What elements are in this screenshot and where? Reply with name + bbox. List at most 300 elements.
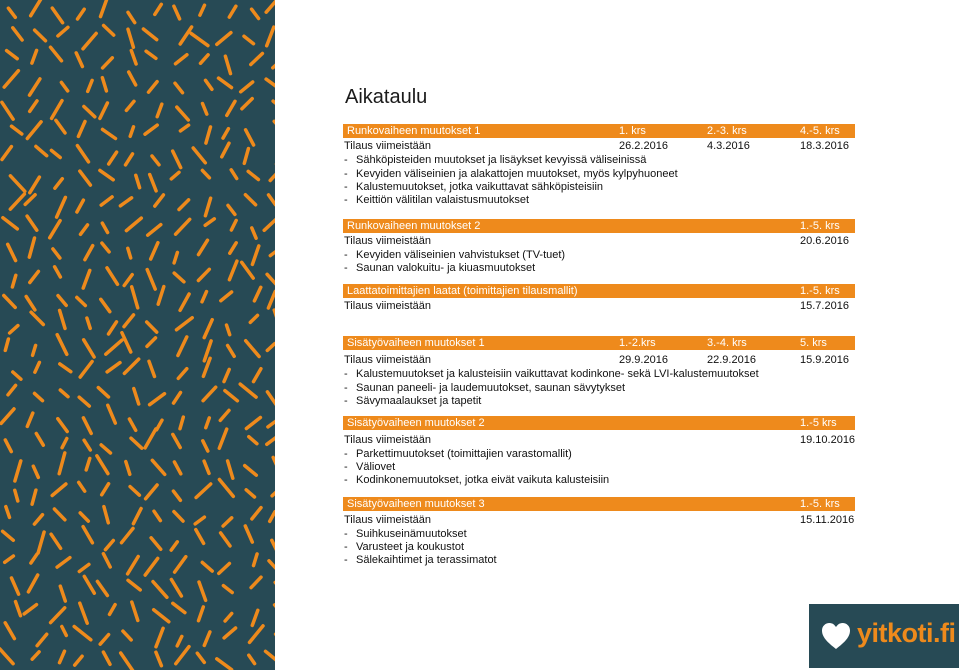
pattern-dash	[12, 275, 15, 287]
decorative-pattern-panel	[0, 0, 275, 670]
pattern-dash	[15, 461, 21, 481]
pattern-dash	[177, 318, 193, 330]
order-deadline-row	[343, 299, 855, 313]
pattern-dash	[102, 243, 109, 252]
pattern-dash	[83, 418, 91, 434]
pattern-dash	[132, 287, 138, 308]
pattern-dash	[150, 175, 156, 191]
pattern-dash	[195, 517, 204, 524]
pattern-dash	[248, 171, 258, 179]
pattern-dash	[206, 80, 212, 89]
pattern-dash	[197, 653, 204, 662]
pattern-dash	[200, 5, 205, 15]
order-label: Tilaus viimeistään	[344, 140, 432, 152]
pattern-dash	[58, 419, 67, 432]
pattern-dash	[204, 461, 209, 473]
pattern-dash	[204, 320, 212, 338]
pattern-dash	[101, 0, 108, 17]
pattern-dash	[30, 79, 40, 95]
pattern-dash	[250, 315, 257, 322]
pattern-dash	[221, 292, 232, 301]
pattern-dash	[78, 122, 85, 137]
pattern-dash	[79, 397, 89, 406]
pattern-dash	[59, 453, 65, 474]
pattern-dash	[148, 225, 161, 236]
pattern-dash	[30, 177, 40, 193]
pattern-dash	[52, 101, 62, 119]
pattern-dash	[102, 484, 109, 495]
pattern-dash	[174, 273, 184, 282]
section-header	[343, 284, 855, 298]
pattern-dash	[128, 248, 131, 258]
pattern-dash	[219, 429, 226, 448]
pattern-dash	[58, 27, 68, 36]
column-label: 2.-3. krs	[707, 125, 747, 137]
pattern-dash	[249, 655, 255, 663]
pattern-dash	[152, 156, 159, 165]
pattern-dash	[0, 649, 13, 664]
pattern-dash	[267, 27, 274, 46]
pattern-dash	[266, 651, 276, 663]
order-label: Tilaus viimeistään	[344, 235, 432, 247]
pattern-dash	[176, 647, 189, 664]
pattern-dash	[270, 243, 275, 256]
order-date: 15.9.2016	[800, 354, 849, 366]
pattern-dash	[264, 217, 275, 231]
pattern-dash	[222, 143, 229, 157]
pattern-dash	[191, 33, 208, 45]
section-label: Sisätyövaiheen muutokset 1	[347, 337, 485, 349]
pattern-dash	[62, 627, 67, 636]
pattern-dash	[102, 223, 107, 232]
pattern-dash	[131, 438, 142, 448]
pattern-dash	[202, 292, 207, 302]
pattern-dash	[126, 218, 141, 231]
pattern-dash	[79, 564, 89, 571]
pattern-dash	[174, 393, 181, 404]
pattern-dash	[50, 221, 60, 238]
pattern-dash	[122, 333, 131, 352]
pattern-dash	[173, 491, 180, 500]
pattern-dash	[80, 362, 92, 378]
pattern-dash	[178, 337, 187, 356]
pattern-dash	[273, 101, 275, 114]
pattern-dash	[32, 50, 37, 63]
pattern-dash	[75, 656, 82, 665]
pattern-dash	[31, 312, 43, 324]
pattern-dash	[12, 126, 22, 134]
pattern-dash	[272, 485, 275, 496]
pattern-dash	[174, 252, 177, 263]
pattern-dash	[81, 225, 88, 234]
pattern-dash	[267, 344, 275, 351]
section-label: Sisätyövaiheen muutokset 2	[347, 417, 485, 429]
pattern-dash	[136, 175, 140, 187]
pattern-dash	[134, 389, 139, 404]
pattern-dash	[225, 391, 238, 401]
order-deadline-row	[343, 513, 855, 527]
pattern-dash	[149, 82, 158, 93]
pattern-dash	[147, 338, 156, 347]
pattern-dash	[16, 602, 21, 616]
pattern-dash	[10, 194, 24, 209]
pattern-dash	[245, 195, 255, 205]
pattern-dash	[5, 339, 8, 350]
pattern-dash	[6, 507, 10, 518]
order-label: Tilaus viimeistään	[344, 434, 432, 446]
pattern-dash	[32, 490, 36, 504]
pattern-dash	[219, 78, 232, 88]
pattern-dash	[35, 393, 43, 400]
pattern-dash	[128, 580, 140, 590]
pattern-dash	[202, 562, 212, 571]
pattern-dash	[4, 296, 15, 308]
pattern-dash	[55, 179, 62, 189]
pattern-dash	[229, 261, 237, 280]
pattern-dash	[244, 149, 248, 164]
pattern-dash	[8, 244, 16, 260]
pattern-dash	[206, 418, 210, 428]
pattern-dash	[124, 275, 132, 286]
pattern-dash	[101, 197, 112, 205]
pattern-dash	[252, 9, 259, 18]
pattern-dash	[219, 564, 230, 574]
pattern-dash	[251, 577, 261, 587]
column-label: 1.-2.krs	[619, 337, 656, 349]
pattern-dash	[57, 558, 70, 568]
pattern-dash	[30, 101, 37, 112]
pattern-dash	[199, 607, 204, 621]
pattern-dash	[171, 580, 181, 597]
pattern-dash	[245, 526, 252, 542]
column-label: 1.-5. krs	[800, 220, 840, 232]
pattern-dash	[109, 152, 117, 164]
order-date: 29.9.2016	[619, 354, 668, 366]
pattern-dash	[150, 394, 165, 405]
pattern-dash	[273, 457, 275, 467]
pattern-dash	[10, 176, 24, 192]
pattern-dash	[101, 445, 110, 453]
pattern-dash	[151, 538, 161, 550]
pattern-dash	[219, 480, 233, 497]
pattern-dash	[33, 345, 36, 355]
section-label: Laattatoimittajien laatat (toimittajien tilausmallit)	[347, 285, 578, 297]
pattern-dash	[87, 318, 90, 328]
pattern-dash	[7, 51, 18, 59]
pattern-dash	[202, 170, 209, 177]
order-date: 26.2.2016	[619, 140, 668, 152]
pattern-dash	[267, 392, 275, 407]
pattern-dash	[147, 322, 157, 332]
pattern-dash	[2, 147, 11, 160]
pattern-dash	[231, 220, 236, 230]
pattern-dash	[60, 310, 65, 328]
pattern-dash	[123, 631, 131, 640]
pattern-dash	[30, 271, 39, 282]
pattern-dash	[129, 419, 135, 430]
pattern-dash	[27, 413, 33, 426]
pattern-dash	[104, 26, 114, 36]
pattern-dash	[12, 578, 19, 594]
pattern-dash	[174, 512, 183, 521]
pattern-dash	[28, 575, 37, 592]
pattern-dash	[84, 340, 94, 357]
pattern-dash	[103, 554, 110, 567]
pattern-dash	[149, 361, 155, 376]
pattern-dash	[175, 83, 183, 93]
pattern-dash	[173, 603, 185, 612]
pattern-dash	[199, 582, 206, 600]
pattern-dash	[1, 409, 14, 424]
column-label: 1.-5. krs	[800, 285, 840, 297]
order-date: 4.3.2016	[707, 140, 750, 152]
pattern-dash	[27, 122, 41, 139]
pattern-dash	[26, 297, 35, 310]
page-title: Aikataulu	[345, 86, 428, 108]
section-header	[343, 497, 855, 511]
pattern-dash	[204, 632, 210, 646]
pattern-dash	[31, 0, 42, 16]
pattern-dash	[5, 623, 14, 639]
pattern-dash	[223, 586, 232, 593]
pattern-dash	[5, 440, 11, 452]
pattern-dash	[223, 518, 232, 526]
pattern-dash	[62, 439, 67, 448]
pattern-dash	[156, 652, 162, 666]
column-label: 1.-5 krs	[800, 417, 837, 429]
pattern-dash	[242, 99, 252, 109]
pattern-dash	[254, 287, 260, 301]
pattern-dash	[196, 530, 204, 544]
pattern-dash	[35, 30, 46, 41]
pattern-dash	[60, 390, 68, 397]
order-label: Tilaus viimeistään	[344, 514, 432, 526]
pattern-dash	[178, 369, 187, 379]
column-label: 4.-5. krs	[800, 125, 840, 137]
pattern-dash	[100, 170, 113, 179]
pattern-dash	[128, 29, 133, 47]
pattern-dash	[156, 628, 163, 647]
pattern-dash	[8, 385, 16, 394]
pattern-dash	[251, 54, 263, 65]
pattern-dash	[203, 104, 207, 115]
pattern-dash	[269, 195, 276, 205]
pattern-dash	[97, 581, 107, 595]
pattern-dash	[217, 659, 232, 670]
pattern-dash	[85, 246, 93, 260]
pattern-dash	[158, 287, 164, 305]
pattern-dash	[124, 359, 138, 373]
pattern-dash	[206, 127, 211, 143]
pattern-dash	[51, 534, 61, 548]
pattern-dash	[129, 72, 136, 85]
pattern-dash	[84, 440, 90, 450]
pattern-dash	[51, 608, 65, 623]
pattern-dash	[224, 628, 236, 638]
column-label: 1.-5. krs	[800, 498, 840, 510]
pattern-dash	[3, 218, 17, 229]
pattern-dash	[245, 466, 257, 476]
pattern-dash	[36, 146, 47, 155]
pattern-dash	[273, 53, 275, 68]
pattern-dash	[83, 270, 90, 288]
pattern-dash	[104, 507, 108, 523]
pattern-dash	[57, 197, 66, 217]
pattern-dash	[3, 531, 14, 540]
order-date: 18.3.2016	[800, 140, 849, 152]
pattern-dash	[155, 4, 162, 14]
pattern-dash	[35, 362, 40, 372]
column-label: 5. krs	[800, 337, 827, 349]
pattern-dash	[266, 79, 275, 87]
pattern-dash	[77, 146, 88, 162]
pattern-dash	[103, 58, 113, 68]
section-label: Sisätyövaiheen muutokset 3	[347, 498, 485, 510]
order-deadline-row	[343, 353, 855, 367]
pattern-dash	[76, 53, 82, 67]
pattern-dash	[84, 107, 95, 117]
pattern-dash	[126, 154, 133, 165]
pattern-dash	[199, 240, 208, 254]
pattern-dash	[29, 238, 34, 257]
pattern-dash	[152, 460, 164, 474]
pattern-dash	[174, 462, 180, 474]
pattern-dash	[2, 102, 13, 119]
pattern-dash	[83, 527, 92, 543]
pattern-dash	[101, 299, 110, 311]
pattern-dash	[220, 410, 229, 420]
order-deadline-row	[343, 139, 855, 153]
pattern-dash	[254, 554, 258, 566]
pattern-dash	[74, 627, 91, 640]
pattern-dash	[110, 605, 116, 615]
pattern-dash	[180, 294, 189, 310]
pattern-dash	[133, 509, 141, 524]
pattern-dash	[217, 33, 231, 45]
pattern-dash	[153, 582, 167, 598]
pattern-dash	[246, 130, 254, 145]
pattern-dash	[146, 51, 156, 58]
pattern-dash	[203, 387, 216, 401]
pattern-dash	[13, 28, 22, 40]
pattern-dash	[254, 369, 261, 382]
dash-pattern	[0, 0, 275, 670]
pattern-dash	[173, 434, 180, 447]
pattern-dash	[77, 297, 86, 305]
pattern-dash	[272, 540, 275, 550]
pattern-dash	[240, 384, 256, 397]
pattern-dash	[32, 652, 39, 659]
pattern-dash	[51, 47, 62, 61]
pattern-dash	[177, 107, 189, 120]
pattern-dash	[244, 36, 254, 44]
pattern-dash	[130, 487, 139, 496]
pattern-dash	[229, 6, 236, 17]
order-label: Tilaus viimeistään	[344, 354, 432, 366]
pattern-dash	[227, 101, 235, 115]
pattern-dash	[86, 458, 90, 470]
pattern-dash	[109, 322, 117, 334]
order-date: 22.9.2016	[707, 354, 756, 366]
pattern-dash	[180, 417, 183, 429]
section-header	[343, 124, 855, 138]
pattern-dash	[228, 205, 235, 214]
pattern-dash	[270, 512, 275, 522]
order-deadline-row	[343, 433, 855, 447]
pattern-dash	[37, 634, 47, 646]
heart-icon	[821, 622, 851, 650]
pattern-dash	[223, 129, 228, 138]
pattern-dash	[107, 268, 118, 285]
pattern-dash	[58, 296, 66, 306]
pattern-dash	[225, 56, 230, 73]
order-date: 15.11.2016	[800, 514, 855, 526]
pattern-dash	[57, 335, 67, 355]
pattern-dash	[31, 554, 37, 563]
pattern-dash	[5, 556, 14, 562]
pattern-dash	[252, 508, 261, 519]
pattern-dash	[52, 484, 66, 496]
pattern-dash	[34, 515, 42, 524]
order-date: 15.7.2016	[800, 300, 849, 312]
pattern-dash	[268, 414, 275, 427]
pattern-dash	[225, 614, 232, 622]
order-date: 20.6.2016	[800, 235, 849, 247]
pattern-dash	[151, 243, 158, 259]
pattern-dash	[88, 80, 92, 91]
pattern-dash	[108, 405, 116, 423]
pattern-dash	[157, 104, 162, 117]
pattern-dash	[228, 461, 233, 478]
pattern-dash	[155, 195, 164, 206]
pattern-dash	[52, 8, 62, 23]
section-header	[343, 219, 855, 233]
pattern-dash	[252, 228, 256, 238]
pattern-dash	[267, 274, 275, 288]
section-label: Runkovaiheen muutokset 1	[347, 125, 481, 137]
pattern-dash	[60, 586, 65, 601]
pattern-dash	[198, 269, 209, 280]
pattern-dash	[154, 511, 160, 520]
pattern-dash	[252, 246, 258, 265]
pattern-dash	[13, 372, 21, 379]
pattern-dash	[102, 78, 106, 91]
pattern-dash	[147, 270, 155, 290]
pattern-dash	[274, 121, 275, 131]
pattern-dash	[55, 267, 61, 277]
pattern-dash	[269, 561, 275, 575]
pattern-dash	[224, 369, 229, 381]
pattern-dash	[15, 490, 18, 501]
pattern-dash	[175, 557, 186, 572]
pattern-dash	[8, 8, 15, 17]
pattern-dash	[107, 363, 120, 372]
pattern-dash	[196, 484, 211, 498]
pattern-dash	[227, 325, 230, 335]
column-label: 3.-4. krs	[707, 337, 747, 349]
pattern-dash	[124, 315, 134, 327]
pattern-dash	[61, 82, 67, 91]
pattern-dash	[171, 172, 179, 179]
brand-logo	[809, 604, 959, 668]
pattern-dash	[145, 429, 156, 448]
order-label: Tilaus viimeistään	[344, 300, 432, 312]
pattern-dash	[128, 12, 135, 22]
pattern-dash	[54, 509, 65, 520]
pattern-dash	[154, 610, 169, 622]
pattern-dash	[203, 441, 208, 451]
pattern-dash	[252, 610, 257, 625]
